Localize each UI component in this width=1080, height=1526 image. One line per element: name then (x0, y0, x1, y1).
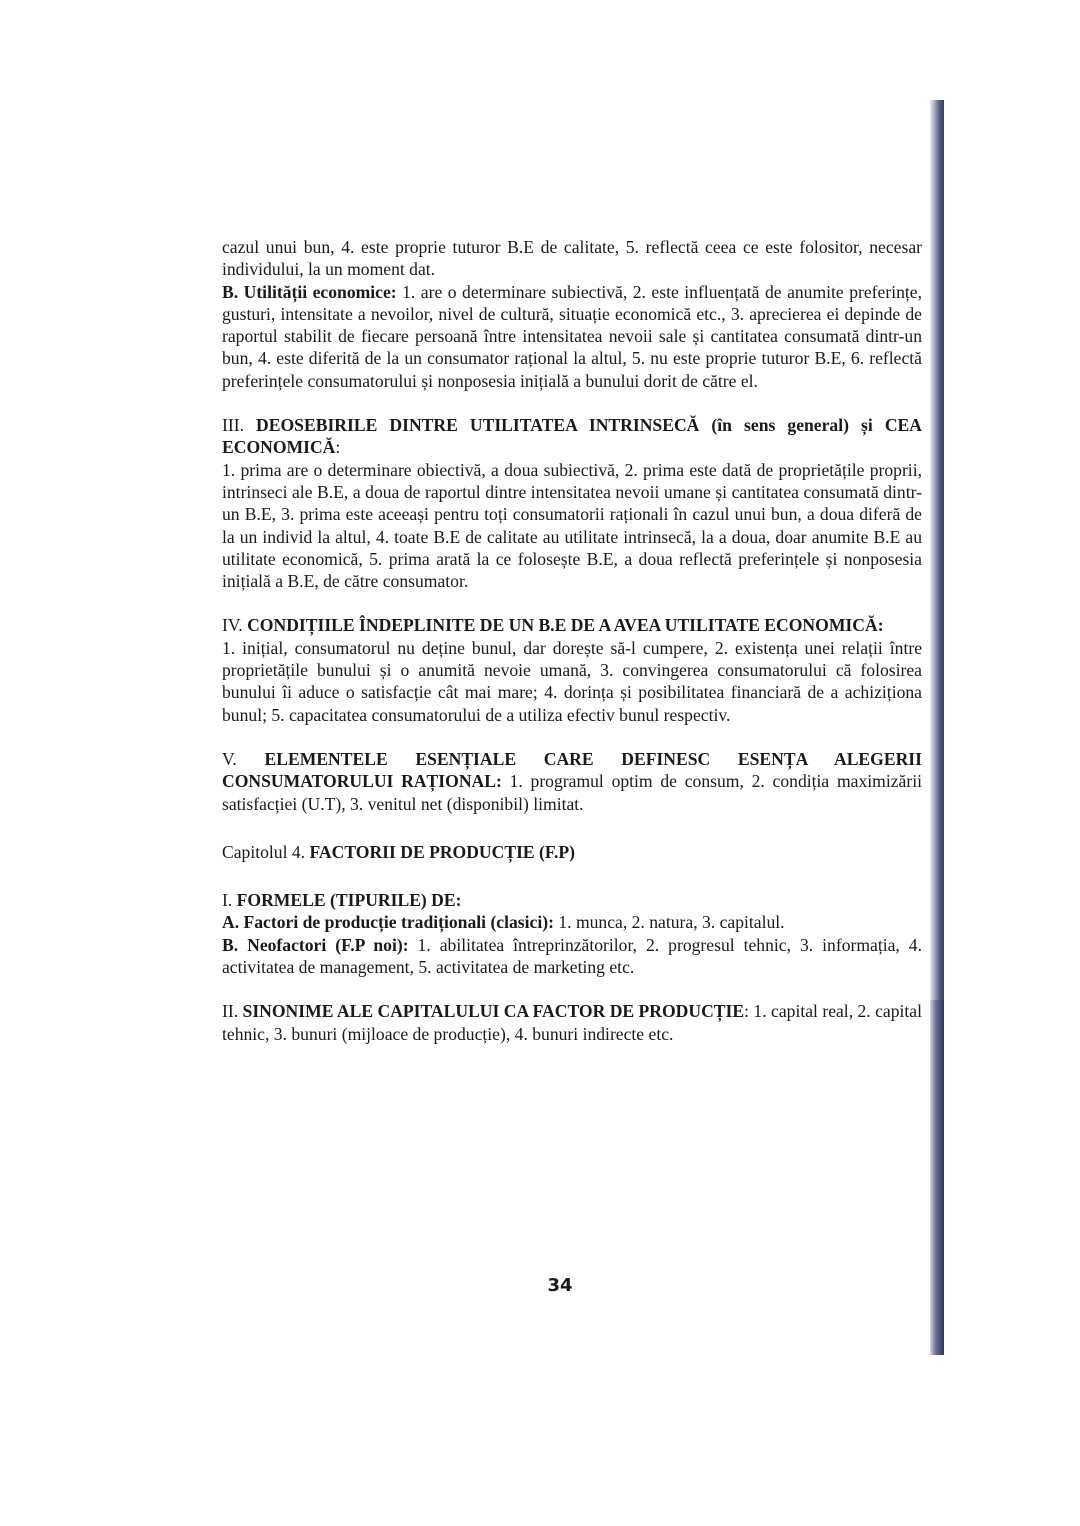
chapter-name: FACTORII DE PRODUCȚIE (F.P) (309, 841, 576, 862)
section-i-item-a (222, 911, 922, 933)
section-text-iv: 1. inițial, consumatorul nu deține bunul, dar dorește să-l cumpere, 2. existența unei relații între proprietățile bunului și o anumită nevoie umană, 3. convingerea consumatorului că folosirea bunului îi aduce o satisfacție cât mai mare; 4. dorința și posibilitatea financiară de a achiziționa bunul; 5. capacitatea consumatorului de a utiliza efectiv bunul respectiv. (222, 637, 922, 725)
heading-text-v: ELEMENTELE ESENȚIALE CARE DEFINESC ESENȚA ALEGERII CONSUMATORULUI RAȚIONAL: (222, 748, 922, 792)
roman-numeral-i: I. (222, 890, 233, 911)
text-neofactori: 1. abilitatea întreprinzătorilor, 2. progresul tehnic, 3. informația, 4. activitatea de management, 5. activitatea de marketing etc. (222, 934, 922, 978)
section-ii (222, 1000, 922, 1045)
page-content (222, 236, 922, 1045)
section-heading-iii (222, 414, 922, 459)
chapter-prefix: Capitolul 4. (222, 841, 310, 862)
text-utilitate-economica: 1. are o determinare subiectivă, 2. este influențată de anumite preferințe, gusturi, intensitate a nevoilor, nivel de cultură, situație economică etc., 3. aprecierea ei depinde de raportul stabilit de fiecare persoană între intensitatea nevoii sale și cantitatea consumată dintr-un bun, 4. este diferită de la un consumator rațional la altul, 5. nu este proprie tuturor B.E, 6. reflectă preferințele consumatorului și nonposesia inițială a bunului dorit de către el. (222, 281, 922, 391)
spacer (222, 863, 922, 889)
roman-numeral-iii: III. (222, 415, 244, 436)
heading-text-iii: DEOSEBIRILE DINTRE UTILITATEA INTRINSECĂ (în sens general) și CEA ECONOMICĂ (222, 415, 922, 458)
spacer (222, 726, 922, 748)
paragraph-intro: cazul unui bun, 4. este proprie tuturor B.E de calitate, 5. reflectă ceea ce este folositor, necesar individului, la un moment dat. (222, 237, 922, 280)
section-heading-i (222, 889, 922, 911)
spacer (222, 978, 922, 1000)
paragraph-utilitate-economica (222, 281, 922, 392)
spacer (222, 392, 922, 414)
heading-colon-iii: : (335, 437, 341, 458)
heading-text-ii: SINONIME ALE CAPITALULUI CA FACTOR DE PRODUCȚIE (238, 1001, 745, 1022)
label-neofactori: B. Neofactori (F.P noi): (222, 934, 409, 955)
roman-numeral-v: V. (222, 748, 237, 769)
section-i-item-b (222, 934, 922, 979)
section-v (222, 748, 922, 815)
heading-text-i: FORMELE (TIPURILE) DE: (232, 890, 462, 911)
section-text-ii: : 1. capital real, 2. capital tehnic, 3. bunuri (mijloace de producție), 4. bunuri indirecte etc. (222, 1001, 923, 1044)
label-factori-traditionali: A. Factori de producție tradiționali (clasici): (222, 912, 554, 933)
section-text-v: 1. programul optim de consum, 2. condiția maximizării satisfacției (U.T), 3. venitul net (disponibil) limitat. (222, 771, 922, 814)
section-heading-iv (222, 614, 922, 636)
roman-numeral-ii: II. (222, 1001, 239, 1022)
page-edge-shadow-lower (930, 1000, 944, 1355)
spacer (222, 815, 922, 841)
chapter-title (222, 841, 922, 863)
text-factori-traditionali: 1. munca, 2. natura, 3. capitalul. (553, 912, 785, 933)
roman-numeral-iv: IV. (222, 615, 243, 636)
page-number: 34 (547, 1275, 573, 1296)
section-text-iii: 1. prima are o determinare obiectivă, a doua subiectivă, 2. prima este dată de proprietățile proprii, intrinseci ale B.E, a doua de raportul dintre intensitatea nevoii umane și cantitatea consumată dintr-un B.E, 3. prima este aceeași pentru toți consumatorii raționali în cazul unui bun, a doua diferă de la un individ la altul, 4. toate B.E de calitate au utilitate intrinsecă, la a doua, doar anumite B.E au utilitate economică, 5. prima arată la ce folosește B.E, a doua reflectă preferințele și nonposesia inițială a B.E, de către consumator. (222, 459, 922, 592)
heading-text-iv: CONDIȚIILE ÎNDEPLINITE DE UN B.E DE A AVEA UTILITATE ECONOMICĂ: (242, 615, 884, 636)
spacer (222, 592, 922, 614)
label-utilitate-economica: B. Utilității economice: (222, 281, 397, 302)
